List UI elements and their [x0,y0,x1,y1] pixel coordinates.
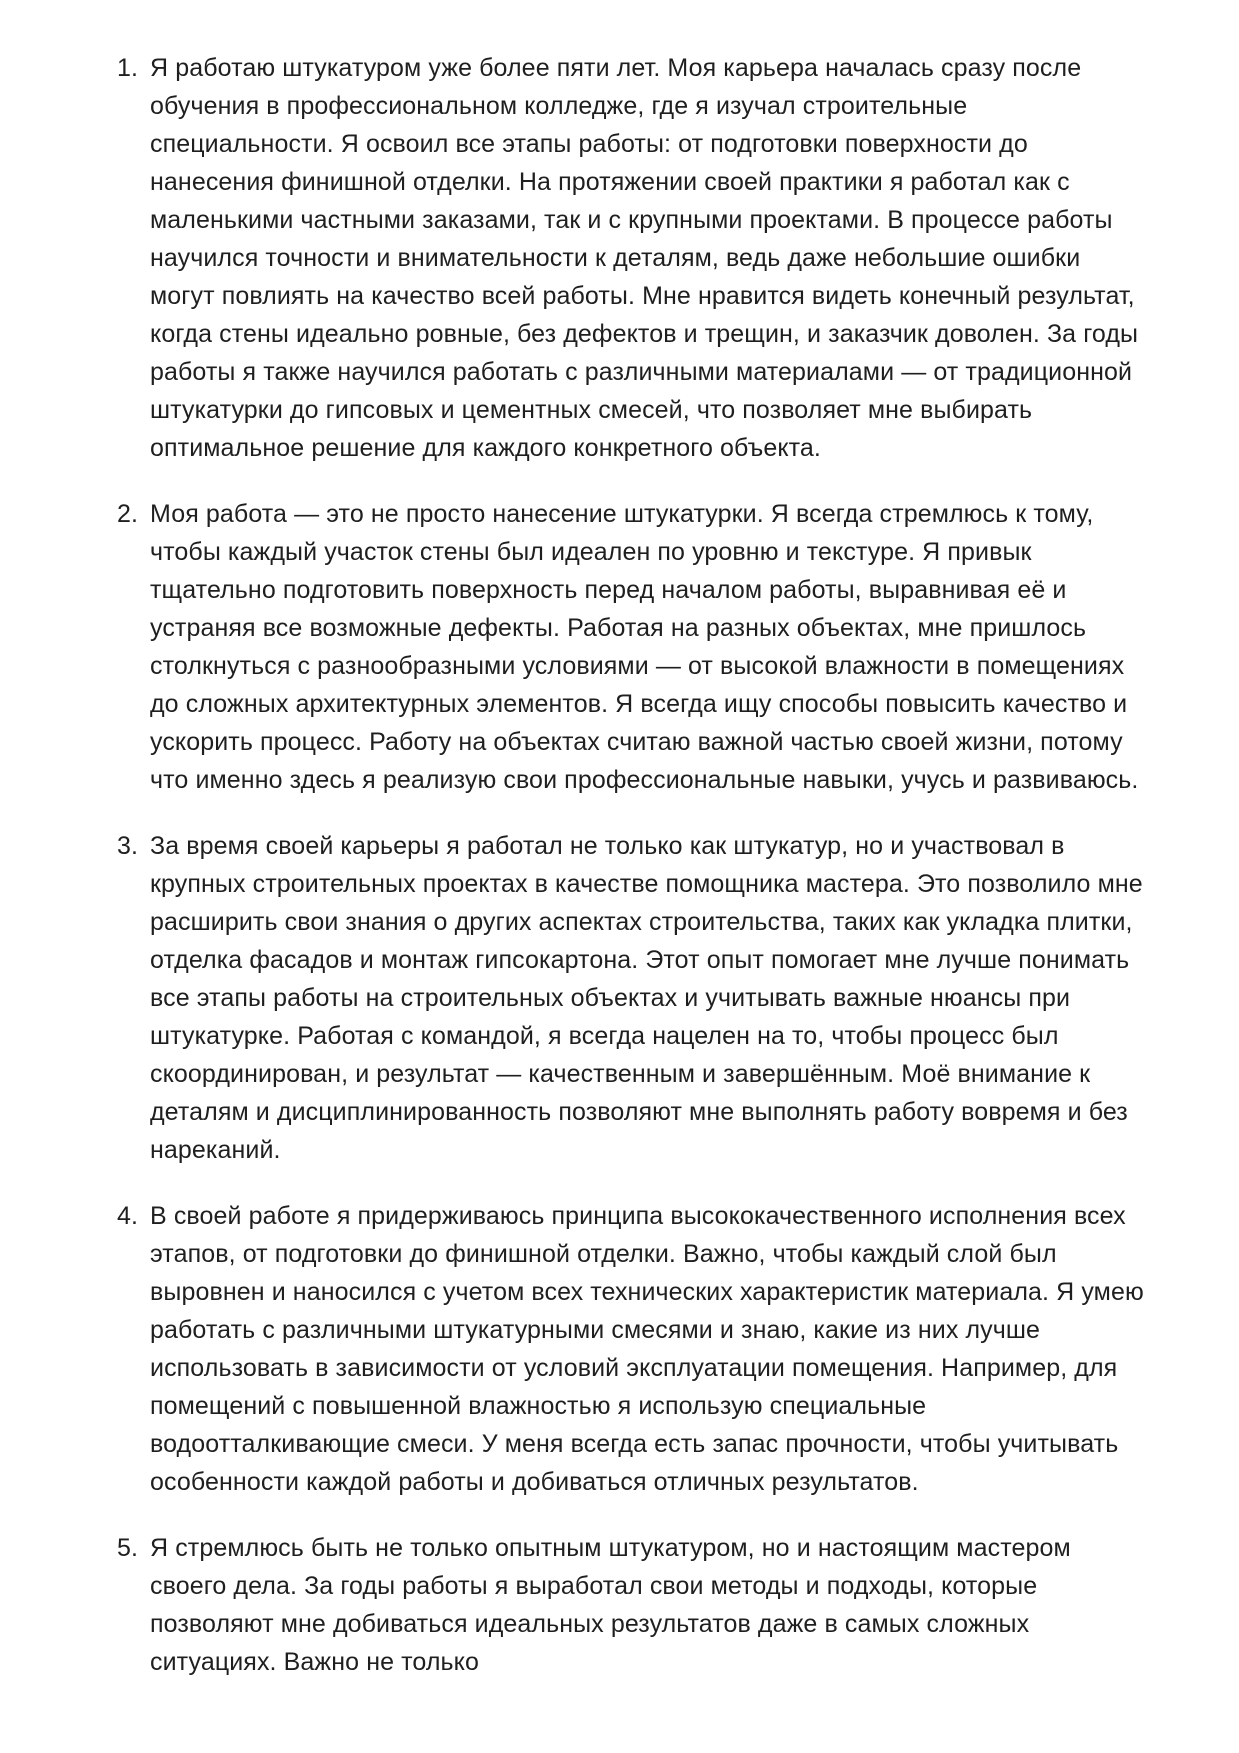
list-item-text: Я стремлюсь быть не только опытным штукатуром, но и настоящим мастером своего дела. За годы работы я выработал свои методы и подходы, которые позволяют мне добиваться идеальных результатов даже в самых сложных ситуациях. Важно не только [150,1534,1071,1676]
list-item-number: 5. [117,1534,139,1562]
list-item-number: 2. [117,500,139,528]
list-item [117,1197,1151,1501]
list-item-text: Моя работа — это не просто нанесение штукатурки. Я всегда стремлюсь к тому, чтобы каждый участок стены был идеален по уровню и текстуре. Я привык тщательно подготовить поверхность перед началом работы, выравнивая её и устраняя все возможные дефекты. Работая на разных объектах, мне пришлось столкнуться с разнообразными условиями — от высокой влажности в помещениях до сложных архитектурных элементов. Я всегда ищу способы повысить качество и ускорить процесс. Работу на объектах считаю важной частью своей жизни, потому что именно здесь я реализую свои профессиональные навыки, учусь и развиваюсь. [150,500,1139,794]
list-item [117,495,1151,799]
list-item-number: 4. [117,1202,139,1230]
list-item-number: 1. [117,54,139,82]
list-item-text: За время своей карьеры я работал не только как штукатур, но и участвовал в крупных строительных проектах в качестве помощника мастера. Это позволило мне расширить свои знания о других аспектах строительства, таких как укладка плитки, отделка фасадов и монтаж гипсокартона. Этот опыт помогает мне лучше понимать все этапы работы на строительных объектах и учитывать важные нюансы при штукатурке. Работая с командой, я всегда нацелен на то, чтобы процесс был скоординирован, и результат — качественным и завершённым. Моё внимание к деталям и дисциплинированность позволяют мне выполнять работу вовремя и без нареканий. [150,832,1143,1164]
list-item-text: Я работаю штукатуром уже более пяти лет. Моя карьера началась сразу после обучения в профессиональном колледже, где я изучал строительные специальности. Я освоил все этапы работы: от подготовки поверхности до нанесения финишной отделки. На протяжении своей практики я работал как с маленькими частными заказами, так и с крупными проектами. В процессе работы научился точности и внимательности к деталям, ведь даже небольшие ошибки могут повлиять на качество всей работы. Мне нравится видеть конечный результат, когда стены идеально ровные, без дефектов и трещин, и заказчик доволен. За годы работы я также научился работать с различными материалами — от традиционной штукатурки до гипсовых и цементных смесей, что позволяет мне выбирать оптимальное решение для каждого конкретного объекта. [150,54,1139,462]
list-item-text: В своей работе я придерживаюсь принципа высококачественного исполнения всех этапов, от подготовки до финишной отделки. Важно, чтобы каждый слой был выровнен и наносился с учетом всех технических характеристик материала. Я умею работать с различными штукатурными смесями и знаю, какие из них лучше использовать в зависимости от условий эксплуатации помещения. Например, для помещений с повышенной влажностью я использую специальные водоотталкивающие смеси. У меня всегда есть запас прочности, чтобы учитывать особенности каждой работы и добиваться отличных результатов. [150,1202,1144,1496]
list-item [117,49,1151,467]
list-item [117,827,1151,1169]
numbered-list [117,49,1151,1681]
list-item-number: 3. [117,832,139,860]
list-item [117,1529,1151,1681]
